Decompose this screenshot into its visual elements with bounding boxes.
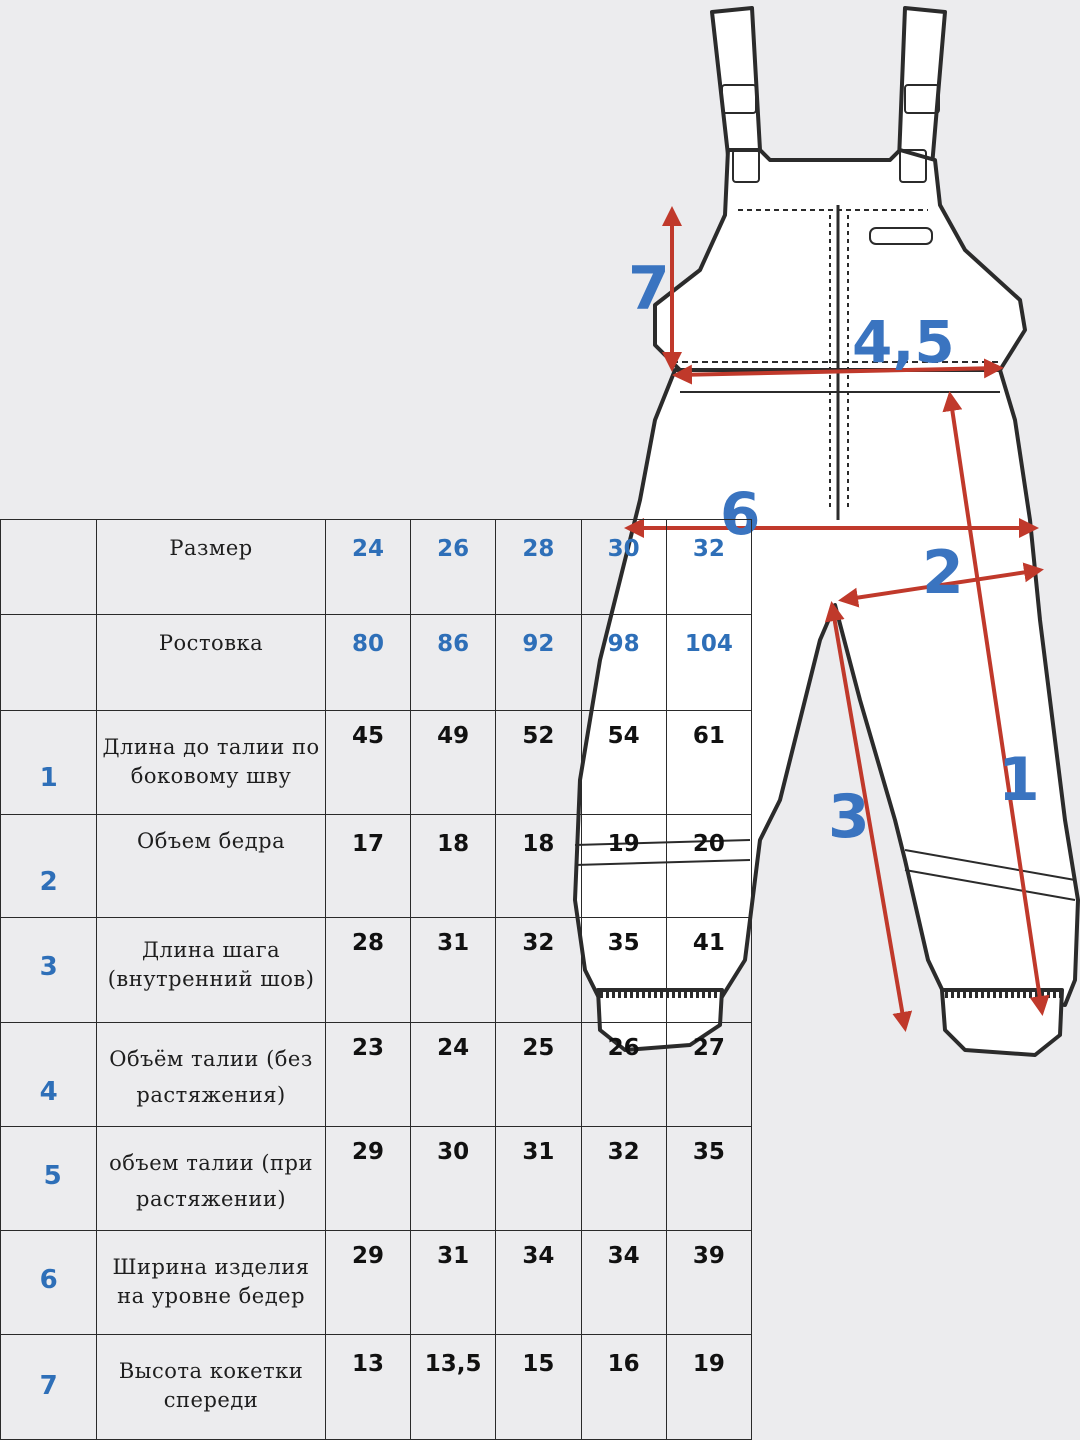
measure-value: 34 [522, 1242, 555, 1269]
row-num-cell [1, 1334, 97, 1439]
height-value: 92 [522, 631, 555, 658]
measure-value: 45 [351, 723, 384, 750]
measure-value: 61 [692, 723, 725, 750]
row-number: 4 [39, 1076, 58, 1107]
measure-value: 25 [522, 1034, 555, 1061]
value-cell [325, 1022, 410, 1126]
size-value: 28 [522, 536, 555, 562]
measure-value: 13 [351, 1350, 384, 1377]
value-cell [581, 711, 666, 815]
value-cell [411, 1126, 496, 1230]
row-label: Объём талии (без растяжения) [109, 1046, 313, 1107]
row-number: 3 [39, 952, 58, 983]
size-table [0, 519, 752, 1440]
measure-value: 52 [522, 723, 555, 750]
table-row [1, 918, 752, 1022]
row-label: Ширина изделия на уровне бедер [112, 1254, 310, 1308]
row-label-cell [97, 815, 326, 918]
measure-value: 30 [437, 1138, 470, 1165]
measure-value: 31 [437, 930, 470, 957]
value-cell [666, 1022, 751, 1126]
measure-value: 29 [351, 1242, 384, 1269]
height-value: 80 [351, 631, 384, 658]
value-cell [666, 615, 751, 711]
row-number: 2 [39, 867, 58, 898]
measure-value: 24 [437, 1034, 470, 1061]
value-cell [325, 815, 410, 918]
row-num-cell [1, 1022, 97, 1126]
row-label-cell [97, 1334, 326, 1439]
value-cell [325, 1126, 410, 1230]
value-cell [666, 1334, 751, 1439]
row-label-cell [97, 520, 326, 615]
value-cell [496, 1334, 581, 1439]
row-label: объем талии (при растяжении) [109, 1150, 313, 1211]
value-cell [325, 918, 410, 1022]
row-label-cell [97, 918, 326, 1022]
measure-value: 32 [607, 1138, 640, 1165]
value-cell [666, 711, 751, 815]
value-cell [411, 520, 496, 615]
value-cell [496, 1126, 581, 1230]
size-value: 32 [692, 536, 725, 562]
row-num-cell [1, 815, 97, 918]
measure-value: 27 [692, 1034, 725, 1061]
value-cell [581, 815, 666, 918]
row-num-cell [1, 1230, 97, 1334]
value-cell [496, 815, 581, 918]
height-value: 86 [437, 631, 470, 658]
table-row [1, 1334, 752, 1439]
value-cell [666, 520, 751, 615]
row-label: Размер [169, 536, 253, 560]
measure-value: 26 [607, 1034, 640, 1061]
measure-value: 41 [692, 930, 725, 957]
measure-value: 49 [437, 723, 470, 750]
row-label-cell [97, 1022, 326, 1126]
value-cell [666, 1230, 751, 1334]
value-cell [411, 615, 496, 711]
row-num-cell [1, 615, 97, 711]
table-row [1, 1022, 752, 1126]
measure-value: 16 [607, 1350, 640, 1377]
measure-value: 19 [692, 1350, 725, 1377]
row-label-cell [97, 1126, 326, 1230]
value-cell [325, 1230, 410, 1334]
value-cell [411, 1022, 496, 1126]
size-value: 24 [351, 536, 384, 562]
size-value: 26 [437, 536, 470, 562]
value-cell [325, 711, 410, 815]
value-cell [581, 1022, 666, 1126]
value-cell [411, 711, 496, 815]
value-cell [581, 1230, 666, 1334]
size-value: 30 [607, 536, 640, 562]
value-cell [496, 918, 581, 1022]
value-cell [496, 711, 581, 815]
table-row [1, 1230, 752, 1334]
height-value: 98 [607, 631, 640, 658]
measure-value: 19 [607, 831, 640, 858]
right-cuff [942, 990, 1062, 1055]
row-number: 6 [39, 1264, 58, 1295]
mark-3: 3 [828, 782, 870, 852]
table-row [1, 711, 752, 815]
value-cell [411, 815, 496, 918]
mark-1: 1 [998, 745, 1040, 815]
value-cell [496, 520, 581, 615]
value-cell [581, 520, 666, 615]
left-strap [712, 8, 760, 155]
measure-value: 31 [437, 1242, 470, 1269]
bib [655, 150, 1025, 370]
row-number: 1 [39, 763, 58, 794]
row-num-cell [1, 1126, 97, 1230]
row-number: 5 [43, 1160, 62, 1191]
measure-value: 39 [692, 1242, 725, 1269]
measure-value: 13,5 [424, 1350, 482, 1377]
value-cell [496, 615, 581, 711]
measure-value: 15 [522, 1350, 555, 1377]
value-cell [666, 918, 751, 1022]
row-num-cell [1, 918, 97, 1022]
value-cell [581, 1334, 666, 1439]
table-row [1, 1126, 752, 1230]
row-label-cell [97, 615, 326, 711]
value-cell [411, 1230, 496, 1334]
row-label: Объем бедра [136, 829, 286, 854]
mark-4-5: 4,5 [852, 308, 955, 376]
value-cell [581, 1126, 666, 1230]
table-row [1, 815, 752, 918]
measure-value: 35 [607, 930, 640, 957]
measure-value: 28 [351, 930, 384, 957]
row-label: Длина до талии по боковому шву [102, 735, 320, 789]
header-row-size [1, 520, 752, 615]
value-cell [411, 918, 496, 1022]
height-value: 104 [684, 631, 733, 658]
measure-value: 18 [522, 831, 555, 858]
value-cell [411, 1334, 496, 1439]
value-cell [325, 615, 410, 711]
value-cell [666, 1126, 751, 1230]
measure-value: 18 [437, 831, 470, 858]
row-label: Высота кокетки спереди [118, 1358, 304, 1412]
measure-value: 54 [607, 723, 640, 750]
value-cell [325, 1334, 410, 1439]
row-number: 7 [39, 1370, 58, 1401]
row-label: Длина шага (внутренний шов) [107, 938, 315, 992]
measure-value: 31 [522, 1138, 555, 1165]
measure-value: 34 [607, 1242, 640, 1269]
measure-value: 23 [351, 1034, 384, 1061]
mark-2: 2 [922, 538, 964, 608]
row-label-cell [97, 711, 326, 815]
mark-7: 7 [628, 254, 670, 324]
value-cell [325, 520, 410, 615]
row-label: Ростовка [158, 631, 264, 656]
measure-value: 29 [351, 1138, 384, 1165]
value-cell [666, 815, 751, 918]
value-cell [581, 615, 666, 711]
row-num-cell [1, 711, 97, 815]
value-cell [496, 1230, 581, 1334]
row-label-cell [97, 1230, 326, 1334]
value-cell [581, 918, 666, 1022]
measure-value: 17 [351, 831, 384, 858]
measure-value: 32 [522, 930, 555, 957]
measure-value: 35 [692, 1138, 725, 1165]
mark-6: 6 [720, 480, 761, 548]
measure-value: 20 [692, 831, 725, 858]
value-cell [496, 1022, 581, 1126]
header-row-height [1, 615, 752, 711]
row-num-cell [1, 520, 97, 615]
